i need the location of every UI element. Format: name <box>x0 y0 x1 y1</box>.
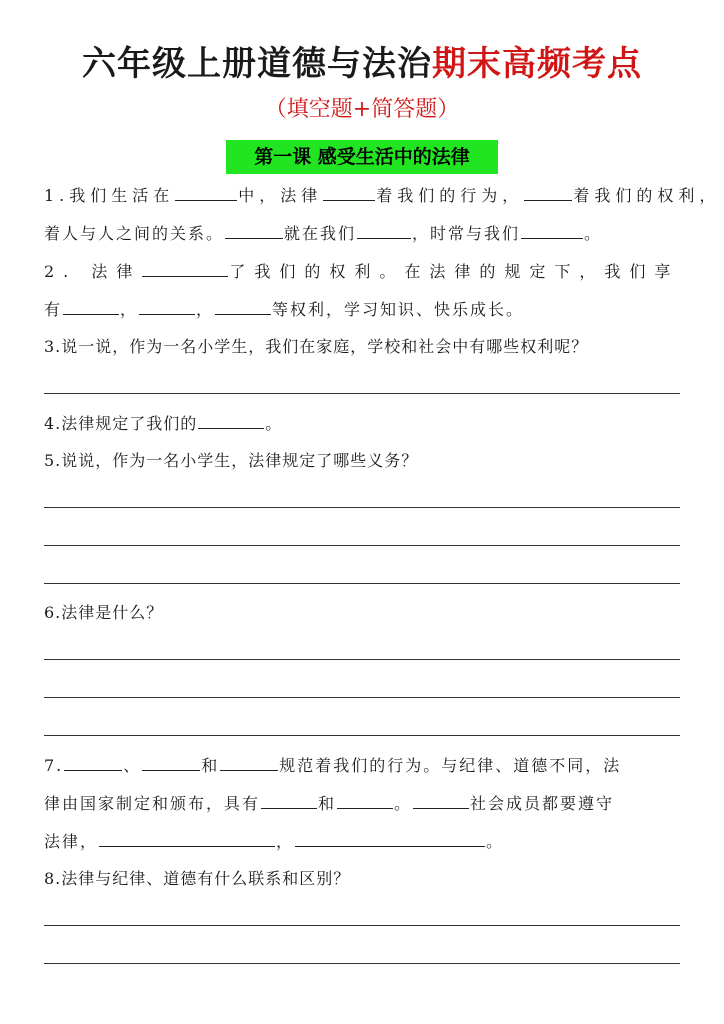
answer-blank[interactable] <box>357 222 411 239</box>
answer-blank[interactable] <box>175 184 237 201</box>
answer-blank[interactable] <box>337 792 393 809</box>
lesson-heading: 第一课 感受生活中的法律 <box>226 140 498 174</box>
page-subtitle: （填空题+简答题） <box>264 97 460 122</box>
answer-blank[interactable] <box>99 830 275 847</box>
answer-blank[interactable] <box>139 298 195 315</box>
q5-question: 5.说说，作为一名小学生，法律规定了哪些义务？ <box>44 451 419 470</box>
title-black: 六年级上册道德与法治 <box>82 44 432 84</box>
answer-blank[interactable] <box>295 830 485 847</box>
answer-line[interactable] <box>44 507 680 508</box>
q7-line-3: 法律， ， 。 <box>44 832 505 851</box>
title-red: 期末高频考点 <box>432 44 642 84</box>
page-title <box>0 36 724 85</box>
q7-line-1: 7. 、 和 规范着我们的行为。与纪律、道德不同，法 <box>44 756 622 775</box>
answer-blank[interactable] <box>521 222 583 239</box>
answer-line[interactable] <box>44 659 680 660</box>
answer-line[interactable] <box>44 963 680 964</box>
q1-line-1: 1.我们生活在 中，法律 着我们的行为， 着我们的权利， <box>44 186 721 205</box>
answer-blank[interactable] <box>524 184 572 201</box>
answer-line[interactable] <box>44 545 680 546</box>
answer-line[interactable] <box>44 697 680 698</box>
answer-line[interactable] <box>44 925 680 926</box>
q1-line-2: 着人与人之间的关系。 就在我们 ，时常与我们 。 <box>44 224 603 243</box>
answer-blank[interactable] <box>225 222 283 239</box>
answer-blank[interactable] <box>323 184 375 201</box>
answer-blank[interactable] <box>215 298 271 315</box>
answer-blank[interactable] <box>63 298 119 315</box>
answer-line[interactable] <box>44 583 680 584</box>
q7-line-2: 律由国家制定和颁布，具有 和 。 社会成员都要遵守 <box>44 794 615 813</box>
q6-question: 6.法律是什么？ <box>44 603 164 622</box>
answer-blank[interactable] <box>198 412 264 429</box>
q2-line-1: 2. 法律 了我们的权利。在法律的规定下，我们享 <box>44 262 680 281</box>
answer-blank[interactable] <box>142 754 200 771</box>
q2-line-2: 有 ， ， 等权利，学习知识、快乐成长。 <box>44 300 525 319</box>
answer-blank[interactable] <box>413 792 469 809</box>
q8-question: 8.法律与纪律、道德有什么联系和区别？ <box>44 869 351 888</box>
answer-blank[interactable] <box>261 792 317 809</box>
q3-question: 3.说一说，作为一名小学生，我们在家庭，学校和社会中有哪些权利呢？ <box>44 337 589 356</box>
answer-blank[interactable] <box>64 754 122 771</box>
q4-question: 4.法律规定了我们的 。 <box>44 414 283 433</box>
answer-blank[interactable] <box>142 260 228 277</box>
answer-line[interactable] <box>44 393 680 394</box>
answer-blank[interactable] <box>220 754 278 771</box>
answer-line[interactable] <box>44 735 680 736</box>
